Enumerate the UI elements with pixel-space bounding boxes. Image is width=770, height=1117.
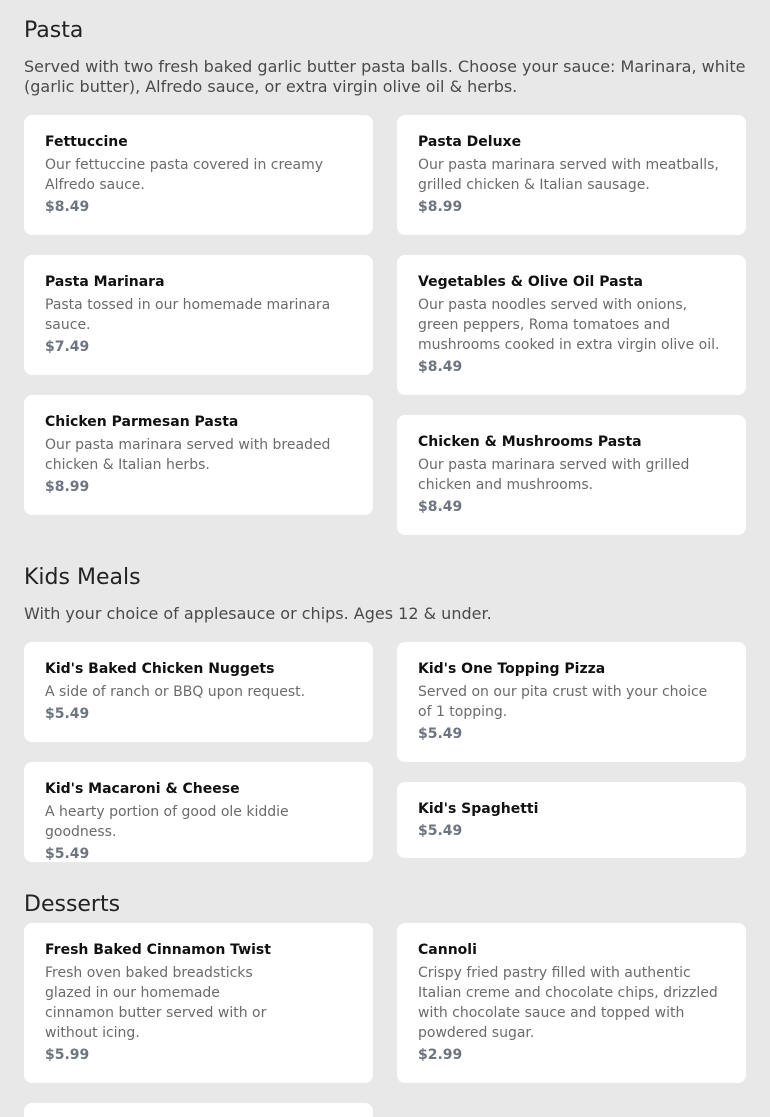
item-price: $5.49 (418, 823, 463, 839)
item-price: $5.99 (45, 1047, 90, 1063)
item-description: Our fettuccine pasta covered in creamy Alfredo sauce. (45, 157, 324, 193)
section-description-pasta: Served with two fresh baked garlic butter pasta balls. Choose your sauce: Marinara, white (garlic butter), Alfredo sauce, or extra virgin olive oil & herbs. (24, 57, 746, 96)
item-description: Pasta tossed in our homemade marinara sauce. (45, 297, 331, 333)
section-title-kids-meals: Kids Meals (24, 565, 141, 590)
menu-item-card[interactable] (397, 415, 746, 535)
item-price: $8.49 (45, 199, 90, 215)
menu-item-card[interactable] (24, 255, 373, 375)
item-description: Crispy fried pastry filled with authentic Italian creme and chocolate chips, drizzled with chocolate sauce and topped with powdered sugar. (418, 965, 718, 1041)
item-description: Our pasta marinara served with breaded chicken & Italian herbs. (45, 437, 331, 473)
item-description: Our pasta marinara served with meatballs, grilled chicken & Italian sausage. (418, 157, 719, 193)
item-name: Kid's Macaroni & Cheese (45, 781, 240, 797)
item-price: $5.49 (418, 726, 463, 742)
section-title-desserts: Desserts (24, 892, 121, 917)
item-description: Served on our pita crust with your choice of 1 topping. (418, 684, 708, 720)
item-description: Our pasta noodles served with onions, green peppers, Roma tomatoes and mushrooms cooked in extra virgin olive oil. (418, 297, 720, 353)
menu-item-card[interactable] (397, 255, 746, 395)
item-name: Chicken Parmesan Pasta (45, 414, 239, 430)
item-name: Pasta Deluxe (418, 134, 522, 150)
item-price: $7.49 (45, 339, 90, 355)
menu-item-card[interactable] (24, 923, 373, 1083)
menu-item-card[interactable] (397, 923, 746, 1083)
menu-item-card[interactable] (24, 395, 373, 515)
menu-item-card[interactable] (397, 642, 746, 762)
item-description: A hearty portion of good ole kiddie goodness. (45, 804, 289, 840)
item-price: $2.99 (418, 1047, 463, 1063)
item-price: $8.99 (418, 199, 463, 215)
menu-item-card[interactable] (24, 642, 373, 742)
item-name: Cannoli (418, 942, 477, 958)
section-title-pasta: Pasta (24, 18, 84, 43)
item-price: $8.99 (45, 479, 90, 495)
item-name: Fresh Baked Cinnamon Twist (45, 942, 271, 958)
menu-item-card[interactable] (24, 762, 373, 862)
item-price: $8.49 (418, 499, 463, 515)
menu-item-card[interactable] (397, 782, 746, 858)
item-name: Kid's One Topping Pizza (418, 661, 606, 677)
item-price: $5.49 (45, 846, 90, 862)
section-description-kids-meals: With your choice of applesauce or chips. Ages 12 & under. (24, 604, 492, 623)
item-price: $8.49 (418, 359, 463, 375)
item-description: A side of ranch or BBQ upon request. (45, 684, 306, 700)
item-name: Pasta Marinara (45, 274, 165, 290)
item-name: Vegetables & Olive Oil Pasta (418, 274, 643, 290)
item-name: Chicken & Mushrooms Pasta (418, 434, 642, 450)
item-description: Our pasta marinara served with grilled chicken and mushrooms. (418, 457, 690, 493)
item-price: $5.49 (45, 706, 90, 722)
menu-item-card[interactable] (24, 115, 373, 235)
item-name: Kid's Spaghetti (418, 801, 539, 817)
menu-item-card[interactable] (397, 115, 746, 235)
item-name: Fettuccine (45, 134, 128, 150)
item-name: Kid's Baked Chicken Nuggets (45, 661, 275, 677)
menu-item-card-partial[interactable] (24, 1103, 373, 1117)
item-description: Fresh oven baked breadsticks glazed in our homemade cinnamon butter served with or without icing. (45, 965, 267, 1041)
